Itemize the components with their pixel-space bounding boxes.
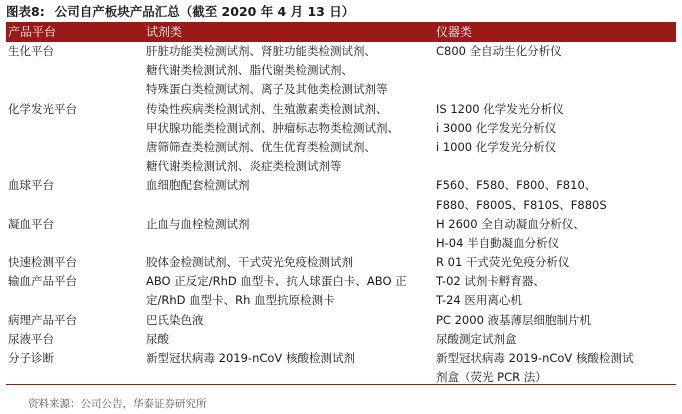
figure-label: 图表8: — [6, 4, 45, 19]
cell-line: 分子诊断 — [8, 351, 54, 365]
instruments-cell — [434, 100, 676, 177]
cell-line: i 1000 化学发光分析仪 — [436, 139, 557, 154]
instruments-cell — [434, 42, 676, 100]
header-instruments: 仪器类 — [434, 23, 676, 42]
cell-line: 血细胞配套检测试剂 — [146, 178, 250, 193]
cell-line: ABO 正反定/RhD 血型卡、抗人球蛋白卡、ABO 正 — [146, 274, 407, 289]
table-row — [6, 330, 676, 349]
reagents-cell — [144, 42, 434, 100]
table-header — [6, 23, 676, 42]
platform-cell — [6, 330, 144, 349]
reagents-cell — [144, 349, 434, 387]
cell-line: 新型冠状病毒 2019-nCoV 核酸检测试剂 — [146, 351, 355, 365]
platform-cell — [6, 311, 144, 330]
cell-line: H 2600 全自动凝血分析仪、 — [436, 216, 585, 231]
figure-title-text: 公司自产板块产品汇总（截至 2020 年 4 月 13 日） — [54, 4, 355, 19]
cell-line: 病理产品平台 — [8, 312, 77, 327]
reagents-cell — [144, 272, 434, 310]
instruments-cell — [434, 330, 676, 349]
cell-line: PC 2000 液基薄层细胞制片机 — [436, 312, 592, 327]
source-note: 资料来源：公司公告，华泰证券研究所 — [28, 398, 207, 410]
instruments-cell — [434, 311, 676, 330]
cell-line: 肝脏功能类检测试剂、肾脏功能类检测试剂、 — [146, 44, 376, 58]
cell-line: 传染性疾病类检测试剂、生殖激素类检测试剂、 — [146, 101, 388, 116]
table-row — [6, 253, 676, 272]
platform-cell — [6, 176, 144, 214]
cell-line: 甲状腺功能类检测试剂、肿瘤标志物类检测试剂、 — [146, 120, 399, 135]
cell-line: i 3000 化学发光分析仪 — [436, 120, 557, 135]
figure-title — [6, 3, 676, 21]
platform-cell — [6, 272, 144, 310]
cell-line: 输血产品平台 — [8, 274, 77, 289]
cell-line: 止血与血栓检测试剂 — [146, 216, 250, 231]
platform-cell — [6, 100, 144, 177]
table-row — [6, 176, 676, 214]
cell-line: 血球平台 — [8, 178, 54, 193]
platform-cell — [6, 215, 144, 253]
cell-line: 特殊蛋白类检测试剂、离子及其他类检测试剂等 — [146, 82, 388, 97]
cell-line: 糖代谢类检测试剂、脂代谢类检测试剂、 — [146, 63, 353, 78]
cell-line: 凝血平台 — [8, 216, 54, 231]
cell-line: C800 全自动生化分析仪 — [436, 44, 562, 58]
cell-line: R 01 干式荧光免疫分析仪 — [436, 255, 570, 270]
cell-line: T-24 医用离心机 — [436, 293, 522, 308]
reagents-cell — [144, 311, 434, 330]
cell-line: 巴氏染色液 — [146, 312, 204, 327]
cell-line: IS 1200 化学发光分析仪 — [436, 101, 564, 116]
table-body — [6, 42, 676, 387]
reagents-cell — [144, 176, 434, 214]
cell-line: 尿酸 — [146, 331, 169, 346]
instruments-cell — [434, 272, 676, 310]
cell-line: 尿液平台 — [8, 331, 54, 346]
table-row — [6, 215, 676, 253]
header-platform: 产品平台 — [6, 23, 144, 42]
table-row — [6, 311, 676, 330]
instruments-cell — [434, 176, 676, 214]
cell-line: 剂盒（荧光 PCR 法） — [436, 370, 547, 385]
table-row — [6, 42, 676, 100]
cell-line: 快速检测平台 — [8, 255, 77, 270]
cell-line: 尿酸测定试剂盒 — [436, 331, 517, 346]
cell-line: H-04 半自動凝血分析仪 — [436, 235, 560, 250]
cell-line: 胶体金检测试剂、干式荧光免疫检测试剂 — [146, 255, 353, 270]
cell-line: 定/RhD 血型卡、Rh 血型抗原检测卡 — [146, 293, 335, 308]
reagents-cell — [144, 215, 434, 253]
instruments-cell — [434, 253, 676, 272]
reagents-cell — [144, 100, 434, 177]
header-reagents: 试剂类 — [144, 23, 434, 42]
cell-line: T-02 试剂卡孵育器、 — [436, 274, 545, 289]
platform-cell — [6, 253, 144, 272]
reagents-cell — [144, 253, 434, 272]
cell-line: 唐筛筛查类检测试剂、优生优育类检测试剂、 — [146, 139, 376, 154]
cell-line: 新型冠状病毒 2019-nCoV 核酸检测试 — [436, 351, 634, 365]
cell-line: F880、F800S、F810S、F880S — [436, 197, 607, 212]
bottom-rule — [6, 384, 676, 385]
platform-cell — [6, 42, 144, 100]
reagents-cell — [144, 330, 434, 349]
instruments-cell — [434, 215, 676, 253]
instruments-cell — [434, 349, 676, 387]
platform-cell — [6, 349, 144, 387]
table-row — [6, 349, 676, 387]
product-table — [6, 23, 676, 387]
cell-line: 糖代谢类检测试剂、炎症类检测试剂等 — [146, 159, 342, 174]
table-row — [6, 100, 676, 177]
cell-line: 化学发光平台 — [8, 101, 77, 116]
cell-line: F560、F580、F800、F810、 — [436, 178, 597, 193]
product-summary-table — [6, 23, 676, 387]
table-row — [6, 272, 676, 310]
cell-line: 生化平台 — [8, 44, 54, 58]
